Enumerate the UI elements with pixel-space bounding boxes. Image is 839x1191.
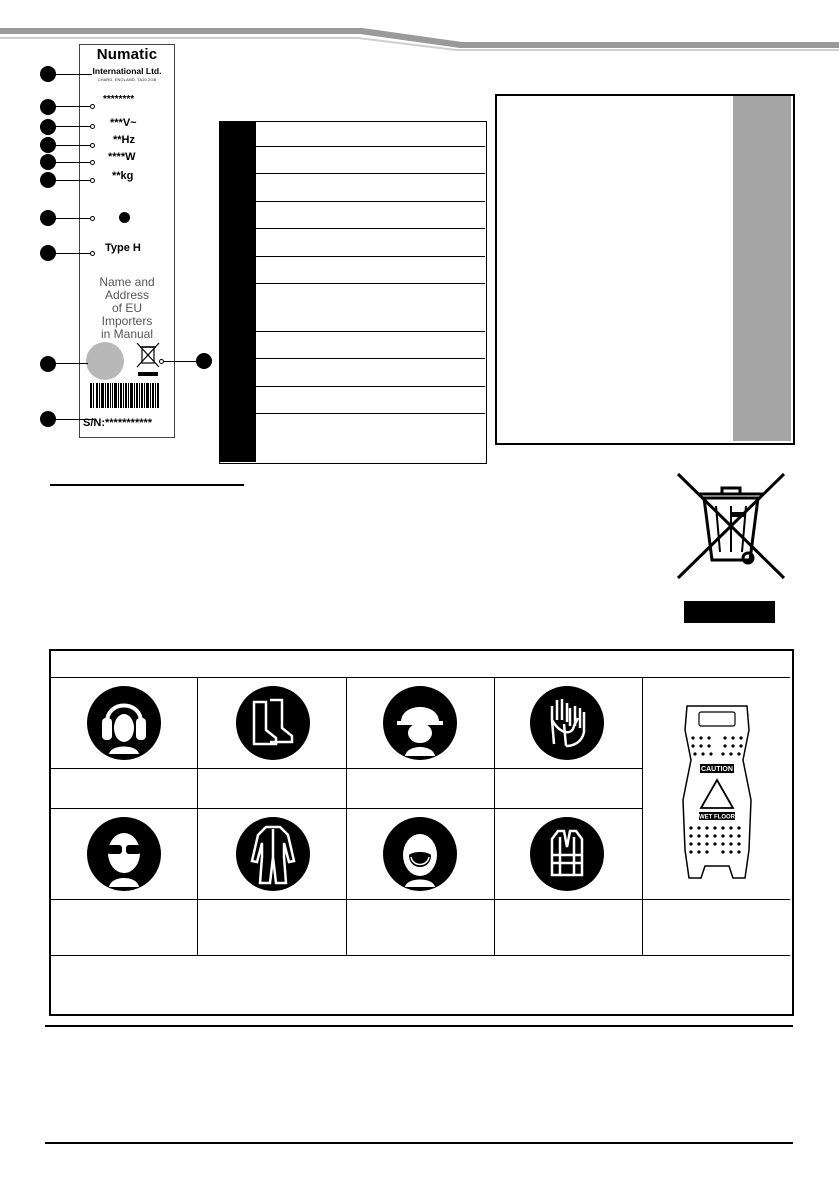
key-table-row-divider: [256, 283, 485, 284]
callout-leader: [54, 162, 90, 163]
label-voltage: ***V~: [110, 117, 137, 129]
hard-hat-icon: [383, 686, 457, 760]
callout-leader: [54, 180, 90, 181]
label-model-code: ********: [103, 94, 135, 105]
key-table-row-divider: [256, 256, 485, 257]
key-table-row-divider: [256, 201, 485, 202]
callout-marker: [40, 119, 56, 135]
key-table-row-divider: [256, 331, 485, 332]
label-brand: Numatic: [96, 46, 158, 63]
callout-tick: [90, 251, 95, 256]
ppe-grid-line: [494, 677, 495, 955]
ppe-grid-line: [642, 677, 643, 955]
callout-leader: [54, 419, 94, 420]
ppe-grid-line: [50, 955, 790, 956]
key-table-row-divider: [256, 413, 485, 414]
info-panel-side-tab: [733, 96, 791, 441]
key-table-row-divider: [256, 173, 485, 174]
ear-protection-icon: [87, 686, 161, 760]
safety-boots-icon: [236, 686, 310, 760]
callout-leader: [54, 74, 92, 75]
callout-tick: [90, 178, 95, 183]
ppe-grid-line: [50, 899, 790, 900]
callout-leader: [54, 253, 90, 254]
ppe-grid-line: [346, 677, 347, 955]
callout-tick: [90, 104, 95, 109]
callout-marker: [40, 99, 56, 115]
key-table-row-divider: [256, 228, 485, 229]
callout-marker: [196, 353, 212, 369]
ppe-grid-line: [50, 677, 790, 678]
ppe-grid-line: [197, 677, 198, 955]
label-serial: S/N:***********: [83, 417, 153, 429]
callout-tick: [90, 124, 95, 129]
callout-leader: [54, 145, 90, 146]
label-type: Type H: [105, 242, 141, 254]
safety-glasses-icon: [87, 817, 161, 891]
key-table-row-divider: [256, 386, 485, 387]
sign-caution-text: CAUTION: [701, 766, 733, 773]
callout-leader: [162, 361, 196, 362]
callout-leader: [54, 363, 88, 364]
callout-tick: [159, 359, 164, 364]
label-power: ****W: [108, 151, 136, 163]
weee-bin-icon: [676, 472, 786, 582]
label-address: CHARD, ENGLAND, TA20 2GB: [97, 77, 157, 82]
label-weee-icon: [134, 341, 162, 377]
label-grey-mark: [86, 342, 124, 380]
key-table-row-divider: [256, 146, 485, 147]
section-divider: [45, 1025, 793, 1027]
caution-wet-floor-sign-icon: [677, 700, 757, 882]
label-importers-note: Name and Address of EU Importers in Manual: [99, 275, 155, 341]
section-heading-underline: [50, 484, 244, 486]
label-company: International Ltd.: [92, 66, 162, 76]
label-weight: **kg: [112, 170, 134, 182]
protective-gloves-icon: [530, 686, 604, 760]
callout-tick: [90, 143, 95, 148]
callout-marker: [40, 356, 56, 372]
label-barcode-icon: [90, 383, 160, 408]
callout-leader: [54, 126, 90, 127]
callout-leader: [54, 106, 90, 107]
label-frequency: **Hz: [113, 134, 136, 146]
dust-mask-icon: [383, 817, 457, 891]
label-class-dot: [119, 212, 130, 223]
key-table-number-column: [220, 121, 256, 462]
hi-vis-vest-icon: [530, 817, 604, 891]
sign-wet-floor-text: WET FLOOR: [699, 814, 735, 821]
callout-tick: [90, 160, 95, 165]
callout-leader: [54, 218, 90, 219]
weee-bar: [684, 601, 775, 623]
protective-overalls-icon: [236, 817, 310, 891]
section-divider: [45, 1142, 793, 1144]
key-table-row-divider: [256, 358, 485, 359]
callout-tick: [90, 216, 95, 221]
